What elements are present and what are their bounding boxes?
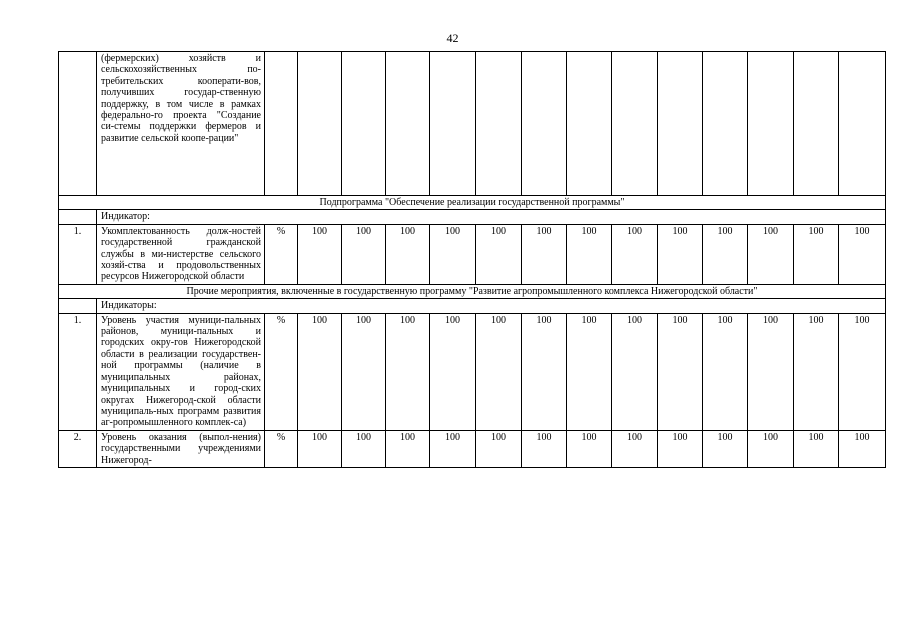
row-number: 1. bbox=[59, 313, 97, 430]
value-cell: 100 bbox=[703, 224, 748, 284]
indicator-label-row bbox=[59, 210, 886, 224]
value-cell bbox=[522, 52, 567, 196]
unit-cell: % bbox=[265, 313, 298, 430]
value-cell bbox=[703, 52, 748, 196]
value-cell: 100 bbox=[567, 313, 612, 430]
unit-cell bbox=[265, 52, 298, 196]
value-cell: 100 bbox=[612, 430, 658, 467]
row-number-cell bbox=[59, 299, 97, 313]
value-cell: 100 bbox=[430, 224, 476, 284]
value-cell: 100 bbox=[386, 313, 430, 430]
value-cell: 100 bbox=[703, 430, 748, 467]
value-cell bbox=[298, 52, 342, 196]
value-cell: 100 bbox=[342, 224, 386, 284]
section-title: Прочие мероприятия, включенные в государственную программу "Развитие агропромышленного комплекса Нижегородской области" bbox=[59, 284, 886, 298]
value-cell: 100 bbox=[522, 313, 567, 430]
value-cell bbox=[794, 52, 839, 196]
value-cell: 100 bbox=[748, 430, 794, 467]
value-cell bbox=[476, 52, 522, 196]
value-cell: 100 bbox=[794, 313, 839, 430]
value-cell bbox=[748, 52, 794, 196]
value-cell bbox=[567, 52, 612, 196]
indicators-table bbox=[58, 51, 886, 468]
value-cell: 100 bbox=[386, 430, 430, 467]
value-cell: 100 bbox=[567, 430, 612, 467]
table-row bbox=[59, 313, 886, 430]
value-cell: 100 bbox=[476, 430, 522, 467]
indicator-description: Укомплектованность долж-ностей государственной гражданской службы в ми-нистерстве сельского хозяй-ства и продовольственных ресурсов Нижегородской области bbox=[97, 224, 265, 284]
indicator-label: Индикатор: bbox=[97, 210, 886, 224]
value-cell: 100 bbox=[342, 313, 386, 430]
value-cell: 100 bbox=[298, 430, 342, 467]
value-cell: 100 bbox=[794, 224, 839, 284]
page-number: 42 bbox=[446, 31, 459, 45]
value-cell: 100 bbox=[522, 430, 567, 467]
indicator-label-row bbox=[59, 299, 886, 313]
value-cell bbox=[612, 52, 658, 196]
value-cell: 100 bbox=[612, 313, 658, 430]
value-cell: 100 bbox=[612, 224, 658, 284]
value-cell: 100 bbox=[839, 313, 886, 430]
value-cell: 100 bbox=[342, 430, 386, 467]
value-cell bbox=[342, 52, 386, 196]
value-cell: 100 bbox=[298, 224, 342, 284]
indicator-description: (фермерских) хозяйств и сельскохозяйственных по-требительских кооперати-вов, получивших государ-ственную поддержку, в том числе в рамках федерально-го проекта "Создание си-стемы поддержки фермеров и развитие сельской коопе-рации" bbox=[97, 52, 265, 196]
value-cell bbox=[839, 52, 886, 196]
value-cell: 100 bbox=[658, 224, 703, 284]
unit-cell: % bbox=[265, 224, 298, 284]
value-cell: 100 bbox=[658, 430, 703, 467]
table-row bbox=[59, 224, 886, 284]
indicator-description: Уровень оказания (выпол-нения) государственными учреждениями Нижегород- bbox=[97, 430, 265, 467]
value-cell: 100 bbox=[567, 224, 612, 284]
value-cell: 100 bbox=[748, 224, 794, 284]
value-cell: 100 bbox=[298, 313, 342, 430]
value-cell: 100 bbox=[794, 430, 839, 467]
row-number: 1. bbox=[59, 224, 97, 284]
section-title-row bbox=[59, 196, 886, 210]
row-number: 2. bbox=[59, 430, 97, 467]
value-cell: 100 bbox=[748, 313, 794, 430]
value-cell: 100 bbox=[522, 224, 567, 284]
table-row bbox=[59, 52, 886, 196]
value-cell bbox=[430, 52, 476, 196]
value-cell: 100 bbox=[658, 313, 703, 430]
row-number-cell bbox=[59, 52, 97, 196]
value-cell bbox=[658, 52, 703, 196]
value-cell: 100 bbox=[703, 313, 748, 430]
value-cell: 100 bbox=[430, 313, 476, 430]
value-cell: 100 bbox=[839, 430, 886, 467]
value-cell: 100 bbox=[476, 313, 522, 430]
table-row bbox=[59, 430, 886, 467]
value-cell: 100 bbox=[476, 224, 522, 284]
section-title: Подпрограмма "Обеспечение реализации государственной программы" bbox=[59, 196, 886, 210]
indicator-label: Индикаторы: bbox=[97, 299, 886, 313]
value-cell: 100 bbox=[430, 430, 476, 467]
section-title-row bbox=[59, 284, 886, 298]
row-number-cell bbox=[59, 210, 97, 224]
indicator-description: Уровень участия муници-пальных районов, муници-пальных и городских окру-гов Нижегородской области в реализации государствен-ной программы (наличие в муниципальных районах, муниципальных и город-ских округах Нижегород-ской области муниципаль-ных программ развития аг-ропромышленного комплек-са) bbox=[97, 313, 265, 430]
value-cell: 100 bbox=[386, 224, 430, 284]
unit-cell: % bbox=[265, 430, 298, 467]
value-cell bbox=[386, 52, 430, 196]
value-cell: 100 bbox=[839, 224, 886, 284]
